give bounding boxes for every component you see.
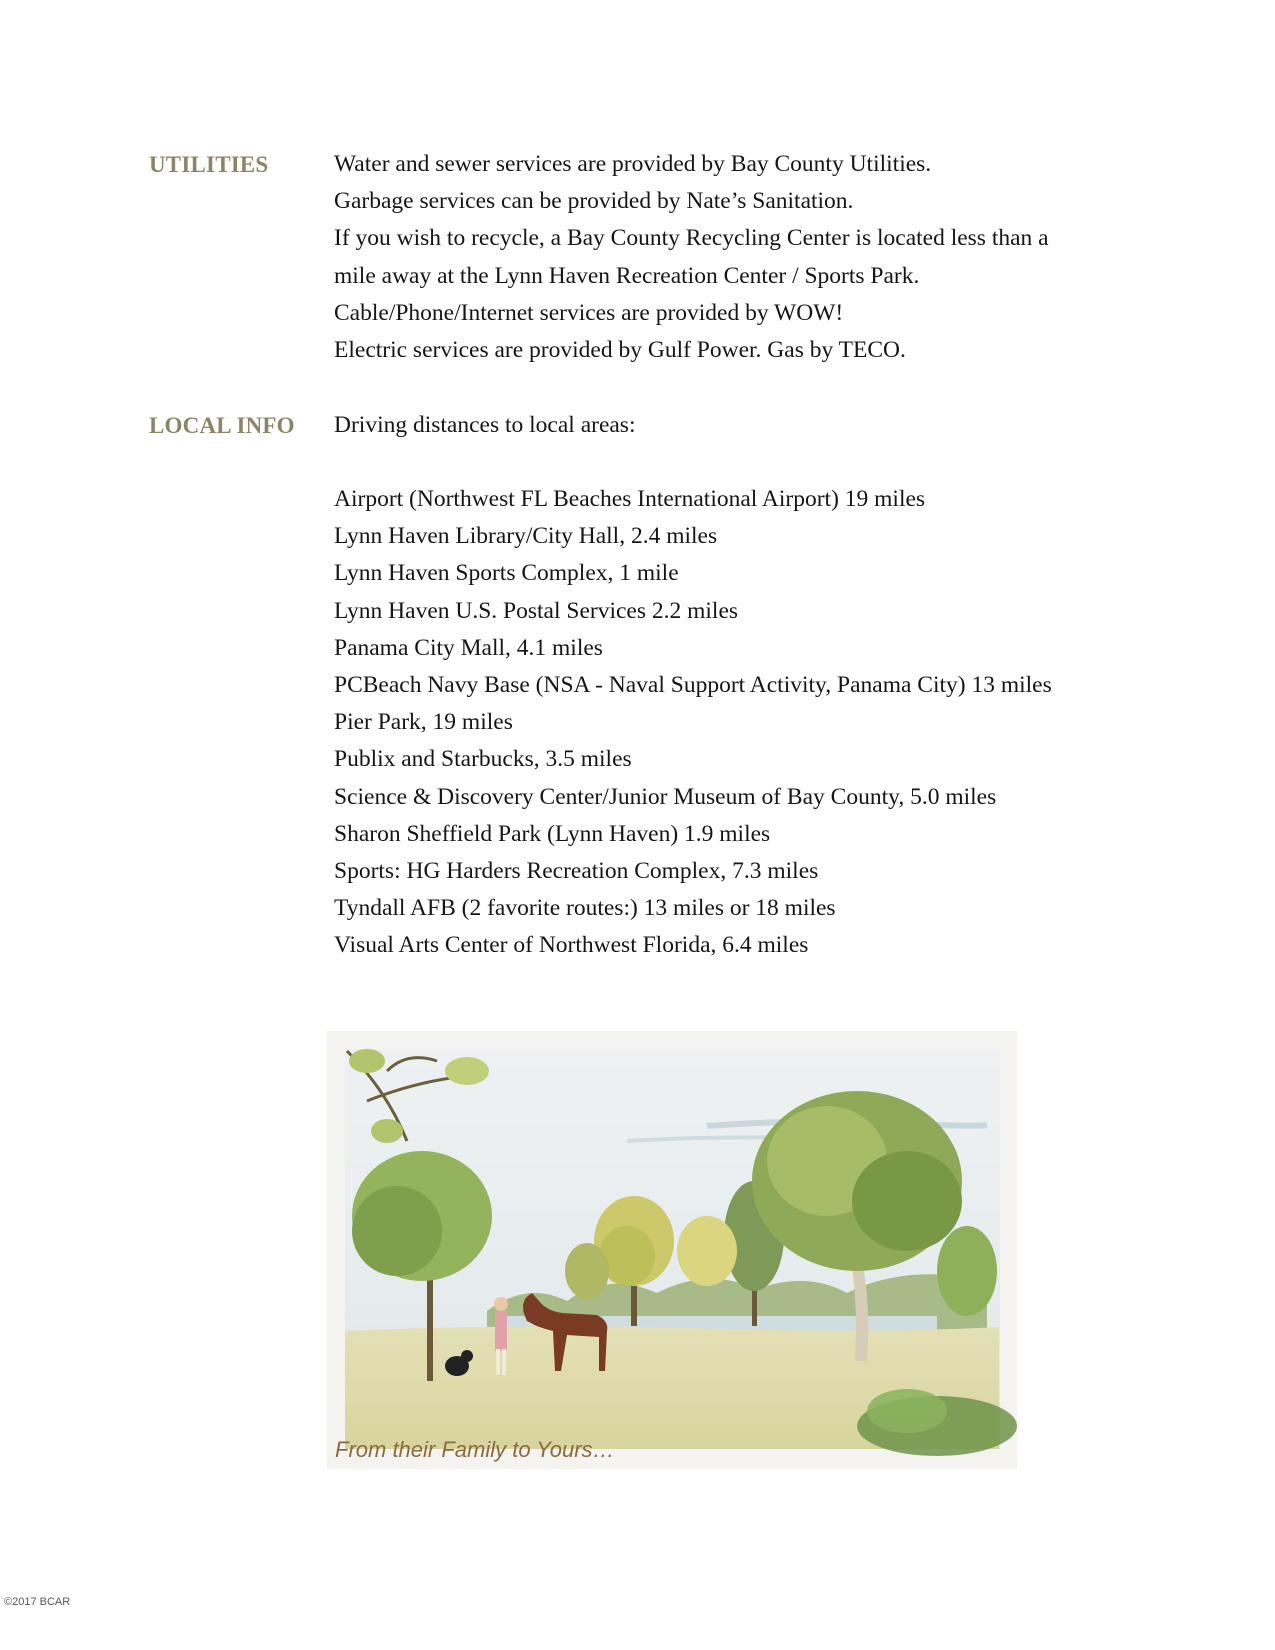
- distance-item: Lynn Haven U.S. Postal Services 2.2 miles: [334, 597, 739, 624]
- distance-item: Pier Park, 19 miles: [334, 709, 513, 736]
- distance-list: [334, 481, 1052, 965]
- distance-item: Lynn Haven Sports Complex, 1 mile: [334, 560, 679, 587]
- distance-item: Panama City Mall, 4.1 miles: [334, 634, 603, 661]
- local-info-intro-text: Driving distances to local areas:: [334, 412, 636, 438]
- distance-item: PCBeach Navy Base (NSA - Naval Support Activity, Panama City) 13 miles: [334, 672, 1052, 699]
- local-info-intro: [334, 407, 635, 444]
- park-illustration: [327, 1031, 1017, 1469]
- copyright-notice: ©2017 BCAR: [4, 1596, 71, 1608]
- distance-item: Airport (Northwest FL Beaches International Airport) 19 miles: [334, 486, 926, 512]
- distance-item: Lynn Haven Library/City Hall, 2.4 miles: [334, 523, 718, 550]
- park-watercolor-image: [327, 1031, 1017, 1469]
- distance-item: Sharon Sheffield Park (Lynn Haven) 1.9 miles: [334, 820, 771, 847]
- illustration-caption: From their Family to Yours…: [335, 1437, 615, 1462]
- utilities-line: Garbage services can be provided by Nate’s Sanitation.: [334, 188, 854, 215]
- utilities-text: [334, 146, 1049, 369]
- utilities-line: mile away at the Lynn Haven Recreation Center / Sports Park.: [334, 262, 920, 289]
- distance-item: Tyndall AFB (2 favorite routes:) 13 miles or 18 miles: [334, 895, 836, 922]
- utilities-heading: UTILITIES: [149, 152, 269, 177]
- distance-item: Science & Discovery Center/Junior Museum of Bay County, 5.0 miles: [334, 783, 997, 810]
- utilities-line: Cable/Phone/Internet services are provided by WOW!: [334, 299, 844, 326]
- distance-item: Sports: HG Harders Recreation Complex, 7.3 miles: [334, 858, 819, 885]
- local-info-heading: LOCAL INFO: [149, 413, 295, 438]
- utilities-line: Electric services are provided by Gulf Power. Gas by TECO.: [334, 337, 906, 364]
- distance-item: Visual Arts Center of Northwest Florida, 6.4 miles: [334, 932, 809, 959]
- utilities-line: Water and sewer services are provided by Bay County Utilities.: [334, 151, 932, 177]
- distance-item: Publix and Starbucks, 3.5 miles: [334, 746, 632, 773]
- utilities-line: If you wish to recycle, a Bay County Recycling Center is located less than a: [334, 225, 1049, 252]
